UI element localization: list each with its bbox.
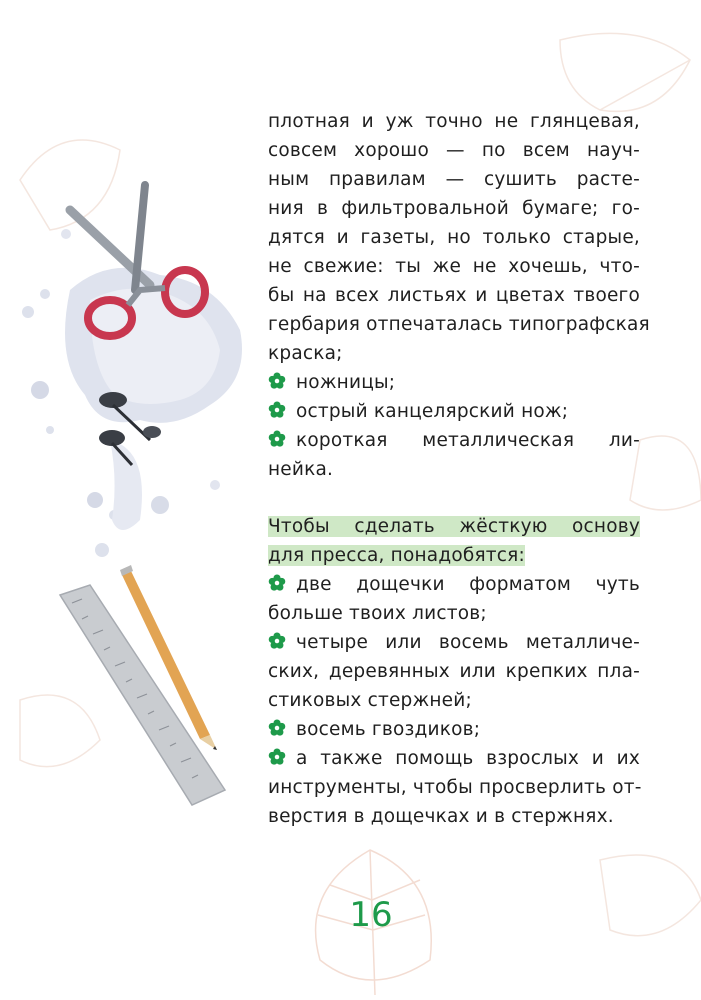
flower-bullet-icon <box>268 632 286 650</box>
text-line: плотная и уж точно не глянцевая, <box>268 111 640 132</box>
list-item <box>268 397 640 426</box>
flower-bullet-icon <box>268 372 286 390</box>
text-line: нейка. <box>268 459 334 480</box>
text-line: ния в фильтровальной бумаге; го- <box>268 198 640 219</box>
highlight-text: для пресса, понадобятся: <box>268 545 525 566</box>
page-number: 16 <box>349 895 393 935</box>
tools-illustration <box>0 0 260 820</box>
text-line: гербария отпечаталась типографская <box>268 314 650 335</box>
flower-bullet-icon <box>268 401 286 419</box>
flower-bullet-icon <box>268 748 286 766</box>
highlight-text: Чтобы сделать жёсткую основу <box>268 516 640 537</box>
text-line: больше твоих листов; <box>268 603 487 624</box>
flower-bullet-icon <box>268 719 286 737</box>
text-line: бы на всех листьях и цветах твоего <box>268 285 640 306</box>
white-splash-illustration <box>22 229 242 557</box>
list-item-text: восемь гвоздиков; <box>296 719 481 740</box>
flower-bullet-icon <box>268 430 286 448</box>
list-item-text: короткая металлическая ли- <box>296 430 640 451</box>
text-line: краска; <box>268 343 343 364</box>
text-line: совсем хорошо — по всем науч- <box>268 140 640 161</box>
text-line: стиковых стержней; <box>268 690 472 711</box>
page-text <box>268 107 650 831</box>
text-line: инструменты, чтобы просверлить от- <box>268 777 642 798</box>
flower-bullet-icon <box>268 574 286 592</box>
text-line: верстия в дощечках и в стержнях. <box>268 806 614 827</box>
list-item <box>268 368 640 397</box>
highlighted-heading <box>268 541 640 570</box>
list-item <box>268 426 640 455</box>
list-item <box>268 570 640 599</box>
list-item-text: две дощечки форматом чуть <box>296 574 640 595</box>
text-line: дятся и газеты, но только старые, <box>268 227 640 248</box>
text-line: не свежие: ты же не хочешь, что- <box>268 256 640 277</box>
list-item <box>268 628 640 657</box>
list-item-text: ножницы; <box>296 372 396 393</box>
list-item <box>268 744 640 773</box>
list-item <box>268 715 640 744</box>
text-line: ских, деревянных или крепких пла- <box>268 661 640 682</box>
text-line: ным правилам — сушить расте- <box>268 169 640 190</box>
highlighted-heading <box>268 512 640 541</box>
list-item-text: а также помощь взрослых и их <box>296 748 640 769</box>
list-item-text: острый канцелярский нож; <box>296 401 569 422</box>
list-item-text: четыре или восемь металличе- <box>296 632 640 653</box>
